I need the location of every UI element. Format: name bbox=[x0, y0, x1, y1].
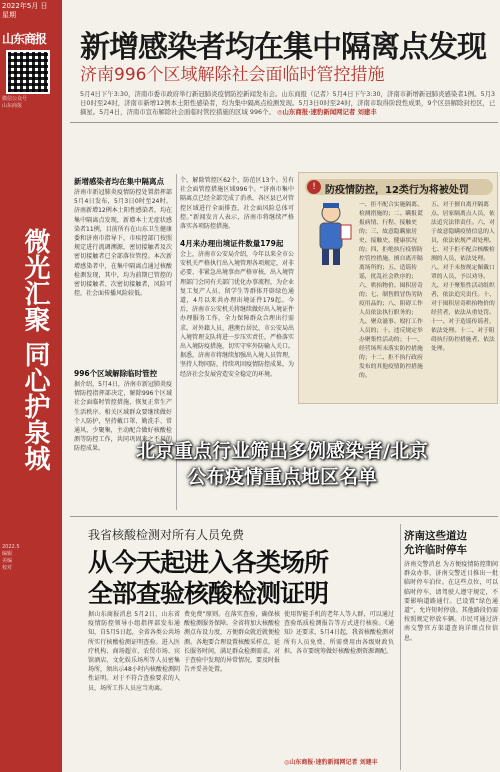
penalty-box-text-right: 五、对于擅自离开隔离点、居家隔离点人员，依法追究法律责任。六、对于故意隐瞒疫情信息的人员，依法依规严肃处理。七、对于拒不配合核酸检测的人员，依法处理。八、对于未按规定佩戴口罩的人员，予以劝导。九、对于聚集性活动组织者，依法追究责任。十、对于囤积居奇哄抬物价的经营者，依法从重处罚。十一、对于造谣传谣者，依法处理。十二、对于阻碍执行防控措施者，依法处理。 bbox=[431, 202, 495, 352]
right-headline-2: 允许临时停车 bbox=[404, 544, 467, 556]
bottom-headline-1: 从今天起进入各类场所 bbox=[88, 548, 329, 577]
bottom-text-1: 据山东商报消息 5月2日，山东省疫情防控领导小组指挥部发布通知，自5月5日起，全省各类公共场所实行核酸检测证明查验。进入医疗机构、商场超市、农贸市场、宾馆酒店、文化娱乐场所等人员密集场所，须出示48小时内核酸检测阴性证明。对于不符合查验要求的人员，场所工作人员应当劝离。 bbox=[88, 611, 180, 692]
column2-heading: 4月来办理出境证件数量179起 bbox=[180, 239, 284, 248]
overlay-line-1: 北京重点行业筛出多例感染者/北京 bbox=[136, 440, 428, 462]
video-caption-overlay bbox=[64, 438, 500, 490]
penalty-box bbox=[298, 172, 498, 404]
cartoon-figure-icon bbox=[307, 199, 355, 269]
sub-headline: 济南996个区域解除社会面临时管控措施 bbox=[80, 65, 385, 85]
column1-text: 济南市新冠肺炎疫情防控处置指挥部5月4日发布，5月3日0时至24时，济南新增12例本土阳性感染者，均在集中隔离点发现，新增本土无症状感染者11例，目前所有在山东卫生健康委和济南市指导下，市疾控部门按照规定进行流调溯源，密切接触者及次密切接触者已全部落位管控。本次新增感染者中，在集中隔离点通过核酸检测发现，其中，均为前期已管控的密切接触者、次密切接触者，风险可控，社会面传播风险较低。 bbox=[74, 189, 172, 298]
column2-text2: 会上，济南市公安局介绍，今年以来全市公安机关严格执行出入境管理各项规定，对非必要、非紧急出境事由严格审核，出入境管理部门会同有关部门优化办事流程，为企业复工复产人员、留学生等群体开辟绿色通道，4月以来共办理出境证件179起。今后，济南市公安机关将继续做好出入境证件办理服务工作，全力保障群众合理出行需求。对外籍人员、港澳台居民，市公安局出入境管理支队将进一步压实责任，严格落实出入境防疫措施，切实守牢外防输入关口。据悉，济南市将继续加强出入境人员管理，坚持人物同防，持续巩固疫情防控成果，为经济社会发展营造安全稳定的环境。 bbox=[180, 251, 294, 378]
lead-paragraph bbox=[80, 90, 498, 117]
qr-code bbox=[6, 50, 50, 94]
penalty-box-header bbox=[305, 179, 493, 195]
penalty-box-text-left: 一、拒不配合实施隔离、检测措施的；二、瞒报谎报病情、行程、接触史的；三、故意隐瞒旅居史、接触史、健康状况的；四、拒绝执行疫情防控管控措施，擅自离开隔离场所的；五、造谣传谣，扰乱社会秩序的；六、哄抬物价、囤积居奇的；七、制售假冒伪劣防疫用品的；八、阻碍工作人员依法执行职务的；九、聚众滋事、殴打工作人员的；十、违反规定举办聚集性活动的；十一、经营场所未落实防控措施的；十二、拒不执行政府发布的其他疫情防控措施的。 bbox=[359, 202, 423, 379]
qr-caption: 微信公众号 山东商报 bbox=[2, 96, 28, 109]
bottom-headline-2: 全部查验核酸检测证明 bbox=[88, 579, 329, 608]
headline-rule bbox=[70, 122, 498, 123]
column2-text: 个，解除管控区62个，防范区13个。另有社会面管控措施区域996个。“济南市集中隔离点已经全部完成了消杀，各区县已对管控区域进行全面排查，社会面风险总体可控。”新闻发言人表示，济南市将继续严格落实各项防控措施。 bbox=[180, 177, 294, 231]
bottom-text-2: 费免费”原则。在落实查验，确保核酸检测服务保障。全省将加大核酸检测点布设力度，方便群众就近就便检测。各地要合理设置核酸采样点，延长服务时间，满足群众检测需求。对于查验中发现的异常情况，要及时报告并妥善处置。 bbox=[184, 611, 280, 674]
issue-date: 2022年5月 日 星期 bbox=[2, 2, 48, 19]
penalty-box-title: 防疫情防控，12类行为将被处罚 bbox=[325, 185, 469, 196]
column1b-text: 据介绍，5月4日，济南市新冠肺炎疫情防控指挥部决定，解除996个区域社会面临时管控措施，恢复正常生产生活秩序。相关区域群众要继续做好个人防护，坚持戴口罩、勤洗手、常通风、少聚集，主动配合做好核酸检测等防控工作，共同巩固来之不易的防控成果。 bbox=[74, 381, 172, 453]
lead-text: 5月4日下午3:30，济南市委市政府举行新冠肺炎疫情防控新闻发布会。山东商报（记者）5月4日下午3:30，济南市新增新冠肺炎感染者1例。5月3日0时至24时，济南市新增12例本土阳性感染者，均为集中隔离点检测发现。5月3日0时至24时，济南市取得阶段性成果，9个区县解除封控区，已摘星。5月4日，济南市宣布解除社会面临时管控措施的区域 996个。 bbox=[80, 90, 496, 116]
overlay-line-2: 公布疫情重点地区名单 bbox=[186, 466, 377, 488]
alert-icon: ! bbox=[307, 180, 321, 194]
column1b-heading: 996个区域解除临时管控 bbox=[74, 369, 158, 378]
paper-name: 山东商报 bbox=[2, 32, 47, 46]
main-headline: 新增感染者均在集中隔离点发现 bbox=[80, 30, 486, 65]
left-strip bbox=[0, 0, 62, 772]
bottom-kicker: 我省核酸检测对所有人员免费 bbox=[88, 528, 245, 542]
right-headline-1: 济南这些道边 bbox=[404, 530, 467, 542]
right-text: 济南交警消息 为方便疫情防控期间群众办事，济南交警近日推出一批临时停车泊位。在这些点位，可以临时停车，请驾驶人遵守规定，不要影响道路通行。已设置“绿色通道”，允许短时停放。其他路段仍需按照规定停放车辆。市民可通过济南交警官方渠道查询详细点位信息。 bbox=[404, 561, 498, 642]
bottom-byline: ◎山东商报·速豹新闻网记者 刘建丰 bbox=[284, 759, 378, 766]
column-divider-bottom bbox=[400, 524, 401, 770]
lead-byline: ◎山东商报·速豹新闻网记者 刘建丰 bbox=[276, 108, 377, 116]
column1-heading: 新增感染者均在集中隔离点 bbox=[74, 177, 164, 186]
page-meta: 2022.5 编辑 美编 校对 bbox=[2, 544, 20, 571]
calligraphy-slogan: 微光汇聚 同心护泉城 bbox=[20, 228, 50, 472]
section-rule bbox=[70, 516, 498, 517]
bottom-text-3: 使用智能手机的老年人等人群，可以通过查验纸质检测报告等方式进行核验。《通知》还要求，5月4日起，我省核酸检测对所有人员免费，所需费用由各级财政负担。各市要统筹做好核酸检测资源调配。 bbox=[284, 611, 394, 655]
